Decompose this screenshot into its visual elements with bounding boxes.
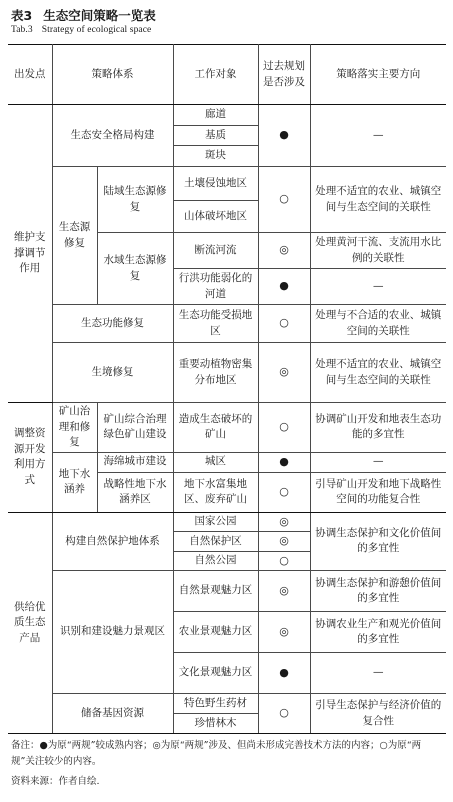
mark-symbol: ● <box>279 454 289 468</box>
table-row <box>8 512 446 532</box>
mark-symbol: ◎ <box>279 534 289 547</box>
mark-agri-scenery <box>258 612 310 653</box>
mark-mine <box>258 403 310 453</box>
target-city: 城区 <box>173 452 258 472</box>
mark-symbol: ○ <box>279 484 289 498</box>
system-water-source: 水域生态源修复 <box>97 233 173 305</box>
mark-city <box>258 452 310 472</box>
system-eco-function: 生态功能修复 <box>52 305 173 343</box>
direction-cultural-scenery: — <box>310 653 446 694</box>
mark-function <box>258 305 310 343</box>
system-eco-source: 生态源修复 <box>52 167 97 305</box>
mark-symbol: ○ <box>279 706 289 720</box>
system-mine: 矿山治理和修复 <box>52 403 97 453</box>
mark-gene <box>258 694 310 734</box>
direction-habitat: 处理不适宜的农业、城镇空间与生态空间的关联性 <box>310 343 446 403</box>
mark-symbol: ◎ <box>279 514 289 528</box>
target-matrix: 基质 <box>173 126 258 146</box>
target-agri-scenery: 农业景观魅力区 <box>173 612 258 653</box>
direction-function: 处理与不合适的农业、城镇空间的关联性 <box>310 305 446 343</box>
target-national-park: 国家公园 <box>173 512 258 532</box>
mark-natural-scenery <box>258 571 310 612</box>
mark-nature-reserve <box>258 532 310 552</box>
target-cutoff-river: 断流河流 <box>173 233 258 269</box>
target-cultural-scenery: 文化景观魅力区 <box>173 653 258 694</box>
table-row <box>8 167 446 201</box>
mark-national-park <box>258 512 310 532</box>
table-row <box>8 305 446 343</box>
mark-symbol: ◎ <box>279 624 289 638</box>
table-row <box>8 571 446 612</box>
direction-security: — <box>310 105 446 167</box>
table-title-text-cn: 生态空间策略一览表 <box>43 8 156 23</box>
system-landscape: 识别和建设魅力景观区 <box>52 571 173 694</box>
mark-flood <box>258 269 310 305</box>
target-mountain: 山体破坏地区 <box>173 201 258 233</box>
mark-symbol: ◎ <box>279 365 289 379</box>
table-row <box>8 343 446 403</box>
table-row <box>8 694 446 714</box>
mark-symbol: ○ <box>279 192 289 206</box>
system-land-source: 陆域生态源修复 <box>97 167 173 233</box>
table-source: 资料来源：作者自绘. <box>11 776 100 787</box>
mark-symbol: ○ <box>279 420 289 433</box>
mark-symbol: ● <box>279 128 289 142</box>
mark-habitat <box>258 343 310 403</box>
mark-cultural-scenery <box>258 653 310 694</box>
target-nature-reserve: 自然保护区 <box>173 532 258 552</box>
direction-flood: — <box>310 269 446 305</box>
system-sponge: 海绵城市建设 <box>97 452 173 472</box>
header-row <box>8 45 446 105</box>
section-adjust: 调整资源开发利用方式 <box>8 403 52 513</box>
target-function-damaged: 生态功能受损地区 <box>173 305 258 343</box>
mark-symbol: ● <box>279 665 289 679</box>
system-habitat: 生境修复 <box>52 343 173 403</box>
system-mine-green: 矿山综合治理绿色矿山建设 <box>97 403 173 453</box>
mark-security <box>258 105 310 167</box>
mark-nature-park <box>258 551 310 571</box>
header-involved: 过去规划是否涉及 <box>258 45 310 105</box>
target-flood-river: 行洪功能弱化的河道 <box>173 269 258 305</box>
mark-symbol: ◎ <box>279 583 289 597</box>
header-direction: 策略落实主要方向 <box>310 45 446 105</box>
direction-natural-scenery: 协调生态保护和游憩价值间的多宜性 <box>310 571 446 612</box>
target-corridor: 廊道 <box>173 105 258 126</box>
direction-water: 处理黄河干流、支流用水比例的关联性 <box>310 233 446 269</box>
direction-land: 处理不适宜的农业、城镇空间与生态空间的关联性 <box>310 167 446 233</box>
system-strategic-water: 战略性地下水涵养区 <box>97 472 173 512</box>
header-target: 工作对象 <box>173 45 258 105</box>
direction-groundwater: 引导矿山开发和地下战略性空间的功能复合性 <box>310 472 446 512</box>
table-note: 备注：●为原“两规”较成熟内容；◎为原“两规”涉及、但尚未形成完善技术方法的内容；○为原“两规”关注较少的内容。 <box>11 740 422 767</box>
direction-protected: 协调生态保护和文化价值间的多宜性 <box>310 512 446 571</box>
header-system: 策略体系 <box>52 45 173 105</box>
target-groundwater-area: 地下水富集地区、废弃矿山 <box>173 472 258 512</box>
mark-symbol: ○ <box>279 316 289 330</box>
system-gene: 储备基因资源 <box>52 694 173 734</box>
system-groundwater: 地下水涵养 <box>52 452 97 512</box>
section-supply: 供给优质生态产品 <box>8 512 52 734</box>
table-row <box>8 105 446 126</box>
target-plant-area: 重要动植物密集分布地区 <box>173 343 258 403</box>
mark-cutoff <box>258 233 310 269</box>
mark-groundwater <box>258 472 310 512</box>
strategy-table <box>8 44 446 734</box>
table-number-cn: 表3 <box>11 8 33 23</box>
target-nature-park: 自然公园 <box>173 551 258 571</box>
table-number-en: Tab.3 <box>11 25 33 35</box>
table-row <box>8 452 446 472</box>
target-trees: 珍惜林木 <box>173 714 258 734</box>
section-maintain: 维护支撑调节作用 <box>8 105 52 403</box>
system-protected: 构建自然保护地体系 <box>52 512 173 571</box>
mark-symbol: ○ <box>279 553 289 567</box>
target-natural-scenery: 自然景观魅力区 <box>173 571 258 612</box>
target-erosion: 土壤侵蚀地区 <box>173 167 258 201</box>
table-row <box>8 403 446 453</box>
mark-symbol: ● <box>279 279 289 293</box>
system-eco-security: 生态安全格局构建 <box>52 105 173 167</box>
target-damaged-mine: 造成生态破坏的矿山 <box>173 403 258 453</box>
mark-symbol: ◎ <box>279 243 289 257</box>
mark-erosion <box>258 167 310 233</box>
table-title-cn <box>11 6 156 24</box>
target-patch: 斑块 <box>173 146 258 167</box>
direction-mine: 协调矿山开发和地表生态功能的多宜性 <box>310 403 446 453</box>
direction-gene: 引导生态保护与经济价值的复合性 <box>310 694 446 734</box>
header-origin: 出发点 <box>8 45 52 105</box>
table-title-text-en: Strategy of ecological space <box>41 25 152 35</box>
target-herbs: 特色野生药材 <box>173 694 258 714</box>
table-title-en <box>11 25 151 35</box>
direction-city: — <box>310 452 446 472</box>
direction-agri-scenery: 协调农业生产和观光价值间的多宜性 <box>310 612 446 653</box>
